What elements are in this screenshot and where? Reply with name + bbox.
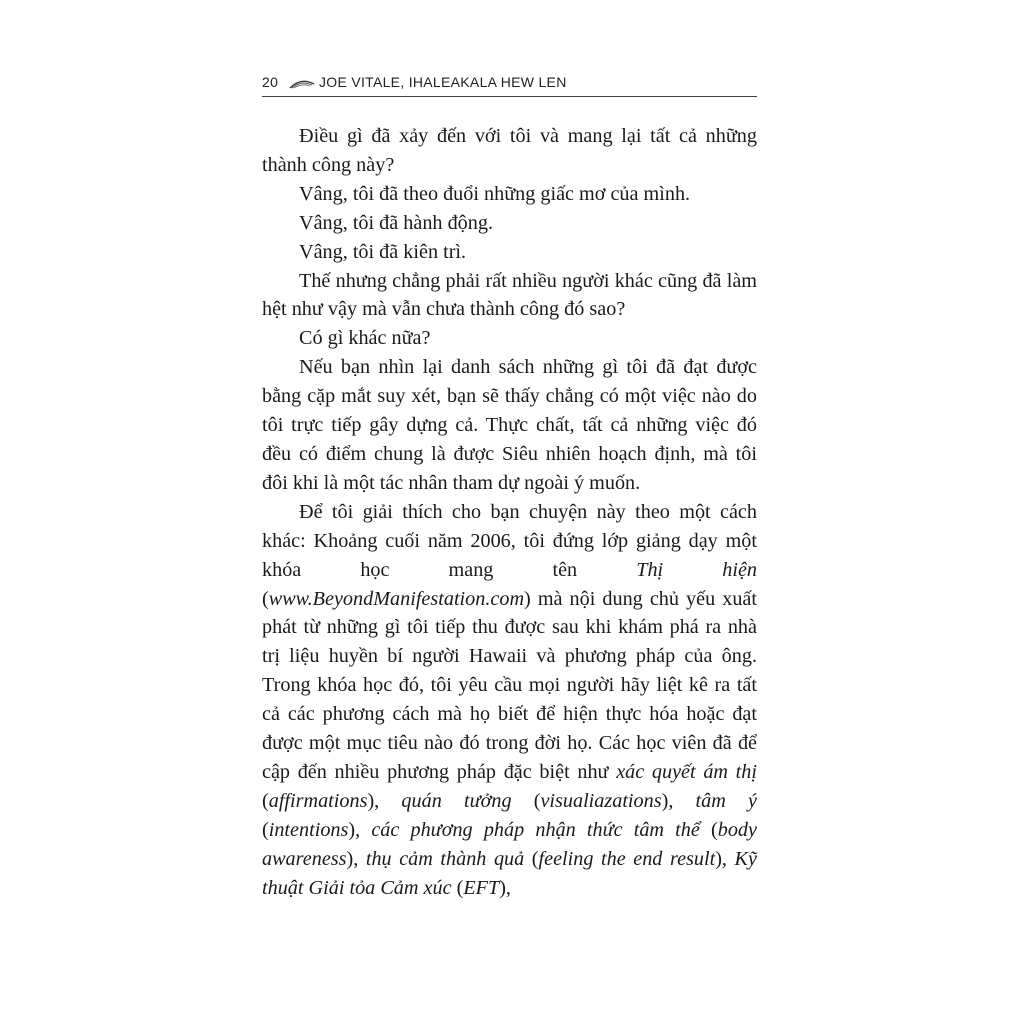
text-segment: Có gì khác nữa?: [299, 327, 431, 350]
text-segment: (: [262, 818, 269, 841]
text-segment: (: [451, 876, 464, 899]
paragraph: [262, 122, 757, 180]
text-segment: Để tôi giải thích cho bạn chuyện này theo một cách khác: Khoảng cuối năm 2006, tôi đứng lớp giảng dạy một khóa học mang tên: [262, 500, 757, 581]
italic-segment: quán tưởng: [401, 789, 512, 812]
text-segment: Vâng, tôi đã theo đuổi những giấc mơ của mình.: [299, 182, 691, 205]
text-segment: ),: [348, 818, 372, 841]
text-segment: Vâng, tôi đã hành động.: [299, 211, 493, 234]
paragraph: [262, 353, 757, 498]
italic-segment: Kỹ thuật Giải tỏa Cảm xúc: [262, 847, 757, 899]
text-segment: Điều gì đã xảy đến với tôi và mang lại tất cả những thành công này?: [262, 125, 757, 176]
italic-segment: tâm ý: [695, 789, 757, 812]
italic-segment: các phương pháp nhận thức tâm thể: [371, 818, 700, 841]
text-segment: ),: [346, 847, 366, 870]
body-text: [262, 122, 757, 902]
italic-segment: feeling the end result: [538, 847, 716, 870]
text-segment: (: [511, 789, 541, 812]
text-segment: Vâng, tôi đã kiên trì.: [299, 240, 467, 263]
running-title: JOE VITALE, IHALEAKALA HEW LEN: [319, 74, 567, 90]
italic-segment: xác quyết ám thị: [616, 760, 757, 783]
text-segment: Nếu bạn nhìn lại danh sách những gì tôi đã đạt được bằng cặp mắt suy xét, bạn sẽ thấy chẳng có một việc nào do tôi trực tiếp gây dựng cả. Thực chất, tất cả những việc đó đều có điểm chung là được Siêu nhiên hoạch định, mà tôi đôi khi là một tác nhân tham dự ngoài ý muốn.: [262, 356, 757, 494]
paragraph: [262, 267, 757, 325]
text-segment: ),: [715, 847, 735, 870]
text-segment: Thế nhưng chẳng phải rất nhiều người khác cũng đã làm hệt như vậy mà vẫn chưa thành công đó sao?: [262, 269, 757, 321]
text-segment: (: [262, 587, 269, 610]
arc-ornament-icon: [289, 76, 315, 90]
text-segment: ),: [661, 789, 696, 812]
paragraph: [262, 209, 757, 238]
paragraph: [262, 238, 757, 267]
text-segment: ) mà nội dung chủ yếu xuất phát từ những gì tôi tiếp thu được sau khi khám phá ra nhà trị liệu huyền bí người Hawaii và phương pháp của ông. Trong khóa học đó, tôi yêu cầu mọi người hãy liệt kê ra tất cả các phương cách mà họ biết để hiện thực hóa hoặc đạt được một mục tiêu nào đó trong đời họ. Các học viên đã để cập đến nhiều phương pháp đặc biệt như: [262, 587, 757, 783]
url-text: www.BeyondManifestation.com: [268, 587, 525, 610]
text-segment: (: [699, 818, 718, 841]
text-segment: ),: [367, 789, 402, 812]
italic-segment: visualiazations: [540, 789, 662, 812]
paragraph: [262, 180, 757, 209]
italic-segment: EFT: [463, 876, 500, 899]
paragraph: [262, 498, 757, 903]
text-segment: (: [262, 789, 269, 812]
text-segment: ),: [499, 876, 511, 899]
paragraph: [262, 324, 757, 353]
text-segment: (: [524, 847, 539, 870]
italic-segment: thụ cảm thành quả: [365, 847, 525, 870]
page-number: 20: [262, 74, 279, 90]
running-header: [262, 72, 757, 97]
italic-segment: Thị hiện: [636, 558, 758, 581]
italic-segment: affirmations: [268, 789, 368, 812]
italic-segment: body awareness: [262, 818, 757, 870]
italic-segment: intentions: [268, 818, 349, 841]
